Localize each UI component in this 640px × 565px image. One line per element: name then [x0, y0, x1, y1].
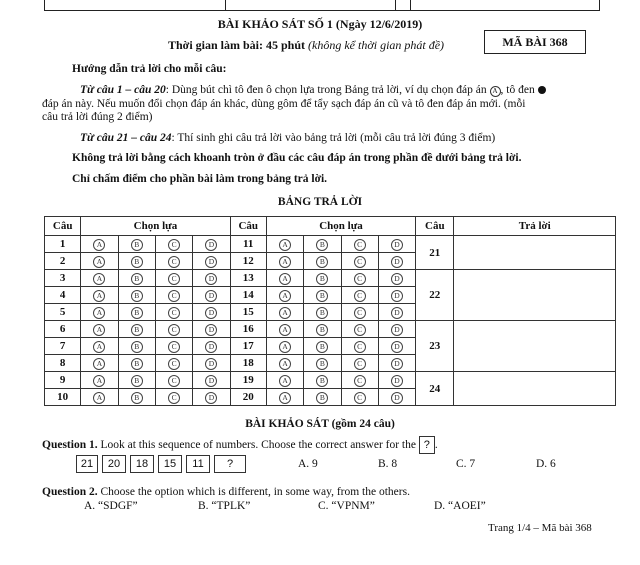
q6-option-c-bubble[interactable]: C	[168, 324, 180, 336]
q19-option-c-bubble[interactable]: C	[354, 375, 366, 387]
q1-label: Question 1.	[42, 439, 98, 451]
answer-21-field[interactable]	[454, 236, 616, 270]
option-cell[interactable]	[341, 236, 378, 253]
option-cell[interactable]	[81, 355, 118, 372]
question-number: 5	[45, 304, 81, 321]
option-cell[interactable]	[341, 304, 378, 321]
q13-option-c-bubble[interactable]: C	[354, 273, 366, 285]
option-cell[interactable]	[193, 253, 230, 270]
table-row	[45, 321, 616, 338]
option-cell[interactable]	[341, 321, 378, 338]
option-cell[interactable]	[193, 321, 230, 338]
option-cell[interactable]	[304, 304, 341, 321]
q19-option-d-bubble[interactable]: D	[391, 375, 403, 387]
instruction-p1-line2: đáp án này. Nếu muốn đổi chọn đáp án khác, dùng gôm để tẩy sạch đáp án cũ và tô đen đáp án mới. (mỗi	[42, 98, 526, 110]
q9-option-b-bubble[interactable]: B	[131, 375, 143, 387]
option-cell[interactable]	[155, 355, 192, 372]
option-cell[interactable]	[155, 287, 192, 304]
option-cell[interactable]	[378, 236, 415, 253]
option-cell[interactable]	[81, 304, 118, 321]
q1-option-d[interactable]: D. 6	[536, 458, 556, 470]
q18-option-a-bubble[interactable]: A	[279, 358, 291, 370]
option-cell[interactable]	[341, 338, 378, 355]
option-cell[interactable]	[81, 270, 118, 287]
q1-end: .	[434, 439, 438, 451]
q2-option-c-bubble[interactable]: C	[168, 256, 180, 268]
option-cell[interactable]	[304, 338, 341, 355]
option-cell[interactable]	[155, 321, 192, 338]
q9-option-a-bubble[interactable]: A	[93, 375, 105, 387]
option-cell[interactable]	[118, 236, 155, 253]
q15-option-b-bubble[interactable]: B	[316, 307, 328, 319]
option-cell[interactable]	[304, 389, 341, 406]
option-cell[interactable]	[341, 355, 378, 372]
sequence-number-box: 20	[102, 455, 126, 473]
option-cell[interactable]	[118, 304, 155, 321]
q6-option-a-bubble[interactable]: A	[93, 324, 105, 336]
question-2	[42, 486, 410, 498]
q16-option-d-bubble[interactable]: D	[391, 324, 403, 336]
q6-option-b-bubble[interactable]: B	[131, 324, 143, 336]
option-cell[interactable]	[341, 253, 378, 270]
q13-option-a-bubble[interactable]: A	[279, 273, 291, 285]
option-cell[interactable]	[266, 389, 303, 406]
q2-text: Choose the option which is different, in some way, from the others.	[100, 486, 410, 498]
option-cell[interactable]	[118, 287, 155, 304]
question-number: 3	[45, 270, 81, 287]
q20-option-b-bubble[interactable]: B	[316, 392, 328, 404]
question-number: 14	[230, 287, 266, 304]
sequence-number-box: 15	[158, 455, 182, 473]
example-bubble: A	[490, 86, 501, 97]
option-cell[interactable]	[81, 321, 118, 338]
option-cell[interactable]	[304, 270, 341, 287]
question-1	[42, 436, 438, 454]
p1-lead: Từ câu 1 – câu 20	[80, 84, 166, 96]
q7-option-b-bubble[interactable]: B	[131, 341, 143, 353]
exam-code-box: MÃ BÀI 368	[484, 30, 586, 54]
question-number: 1	[45, 236, 81, 253]
exam-title: BÀI KHẢO SÁT SỐ 1 (Ngày 12/6/2019)	[217, 17, 423, 31]
q15-option-d-bubble[interactable]: D	[391, 307, 403, 319]
question-number: 7	[45, 338, 81, 355]
q12-option-b-bubble[interactable]: B	[316, 256, 328, 268]
option-cell[interactable]	[266, 236, 303, 253]
option-cell[interactable]	[193, 304, 230, 321]
q11-option-c-bubble[interactable]: C	[354, 239, 366, 251]
time-label: Thời gian làm bài: 45 phút	[168, 38, 306, 52]
q2-option-b-bubble[interactable]: B	[131, 256, 143, 268]
question-number: 23	[416, 321, 454, 372]
q17-option-d-bubble[interactable]: D	[391, 341, 403, 353]
q8-option-c-bubble[interactable]: C	[168, 358, 180, 370]
option-cell[interactable]	[193, 389, 230, 406]
q13-option-d-bubble[interactable]: D	[391, 273, 403, 285]
q14-option-c-bubble[interactable]: C	[354, 290, 366, 302]
answer-23-field[interactable]	[454, 321, 616, 372]
q5-option-d-bubble[interactable]: D	[205, 307, 217, 319]
question-number: 8	[45, 355, 81, 372]
option-cell[interactable]	[81, 236, 118, 253]
question-number: 17	[230, 338, 266, 355]
option-cell[interactable]	[341, 270, 378, 287]
option-cell[interactable]	[193, 338, 230, 355]
q1-option-b[interactable]: B. 8	[378, 458, 398, 470]
option-cell[interactable]	[118, 253, 155, 270]
q8-option-d-bubble[interactable]: D	[205, 358, 217, 370]
q5-option-a-bubble[interactable]: A	[93, 307, 105, 319]
sequence-number-box: 18	[130, 455, 154, 473]
q6-option-d-bubble[interactable]: D	[205, 324, 217, 336]
top-frame	[44, 0, 600, 11]
option-cell[interactable]	[378, 253, 415, 270]
option-cell[interactable]	[266, 338, 303, 355]
q17-option-b-bubble[interactable]: B	[316, 341, 328, 353]
option-cell[interactable]	[155, 304, 192, 321]
q19-option-a-bubble[interactable]: A	[279, 375, 291, 387]
q7-option-c-bubble[interactable]: C	[168, 341, 180, 353]
option-cell[interactable]	[341, 372, 378, 389]
instruction-p1-line1	[80, 83, 546, 97]
option-cell[interactable]	[155, 236, 192, 253]
q8-option-a-bubble[interactable]: A	[93, 358, 105, 370]
q16-option-a-bubble[interactable]: A	[279, 324, 291, 336]
q16-option-b-bubble[interactable]: B	[316, 324, 328, 336]
option-cell[interactable]	[155, 338, 192, 355]
header-question-mid: Câu	[230, 217, 266, 236]
q15-option-a-bubble[interactable]: A	[279, 307, 291, 319]
q2-option-d-bubble[interactable]: D	[205, 256, 217, 268]
question-number: 20	[230, 389, 266, 406]
question-number: 13	[230, 270, 266, 287]
option-cell[interactable]	[81, 287, 118, 304]
q10-option-b-bubble[interactable]: B	[131, 392, 143, 404]
answer-table	[44, 216, 616, 406]
q5-option-c-bubble[interactable]: C	[168, 307, 180, 319]
sequence-number-box: 21	[76, 455, 98, 473]
instruction-p2	[80, 131, 495, 145]
q4-option-d-bubble[interactable]: D	[205, 290, 217, 302]
q14-option-d-bubble[interactable]: D	[391, 290, 403, 302]
sequence-missing-box: ?	[214, 455, 246, 473]
survey-title: BÀI KHẢO SÁT (gồm 24 câu)	[245, 418, 395, 430]
option-cell[interactable]	[378, 287, 415, 304]
option-cell[interactable]	[155, 270, 192, 287]
p1-end: , tô đen	[500, 84, 535, 96]
option-cell[interactable]	[118, 389, 155, 406]
q20-option-d-bubble[interactable]: D	[391, 392, 403, 404]
time-note: (không kể thời gian phát đề)	[308, 38, 445, 52]
option-cell[interactable]	[81, 372, 118, 389]
option-cell[interactable]	[266, 321, 303, 338]
option-cell[interactable]	[378, 338, 415, 355]
q1-option-d-bubble[interactable]: D	[205, 239, 217, 251]
question-number: 4	[45, 287, 81, 304]
q18-option-c-bubble[interactable]: C	[354, 358, 366, 370]
q2-option-a[interactable]: A. “SDGF”	[84, 500, 138, 512]
q5-option-b-bubble[interactable]: B	[131, 307, 143, 319]
header-answer: Trả lời	[454, 217, 616, 236]
header-choice-mid: Chọn lựa	[266, 217, 415, 236]
note-no-circle: Không trả lời bằng cách khoanh tròn ở đầu các câu đáp án trong phần đề dưới bảng trả lời.	[72, 152, 522, 164]
option-cell[interactable]	[118, 321, 155, 338]
table-row	[45, 236, 616, 253]
q1-option-c[interactable]: C. 7	[456, 458, 476, 470]
option-cell[interactable]	[155, 253, 192, 270]
question-number: 2	[45, 253, 81, 270]
q2-option-a-bubble[interactable]: A	[93, 256, 105, 268]
option-cell[interactable]	[266, 304, 303, 321]
header-question-left: Câu	[45, 217, 81, 236]
q18-option-b-bubble[interactable]: B	[316, 358, 328, 370]
q9-option-d-bubble[interactable]: D	[205, 375, 217, 387]
q4-option-c-bubble[interactable]: C	[168, 290, 180, 302]
option-cell[interactable]	[193, 236, 230, 253]
q14-option-a-bubble[interactable]: A	[279, 290, 291, 302]
q1-sequence	[76, 455, 250, 473]
option-cell[interactable]	[378, 372, 415, 389]
instructions-heading: Hướng dẫn trả lời cho mỗi câu:	[72, 63, 227, 75]
table-row	[45, 372, 616, 389]
q7-option-d-bubble[interactable]: D	[205, 341, 217, 353]
page-footer: Trang 1/4 – Mã bài 368	[488, 522, 592, 534]
q3-option-b-bubble[interactable]: B	[131, 273, 143, 285]
option-cell[interactable]	[266, 270, 303, 287]
q12-option-c-bubble[interactable]: C	[354, 256, 366, 268]
option-cell[interactable]	[193, 270, 230, 287]
option-cell[interactable]	[266, 253, 303, 270]
option-cell[interactable]	[266, 372, 303, 389]
header-question-right: Câu	[416, 217, 454, 236]
option-cell[interactable]	[118, 355, 155, 372]
question-number: 12	[230, 253, 266, 270]
question-number: 15	[230, 304, 266, 321]
question-number: 6	[45, 321, 81, 338]
p2-text: : Thí sinh ghi câu trả lời vào bảng trả lời (mỗi câu trả lời đúng 3 điểm)	[171, 132, 496, 144]
option-cell[interactable]	[304, 253, 341, 270]
question-number: 10	[45, 389, 81, 406]
question-number: 21	[416, 236, 454, 270]
question-number: 18	[230, 355, 266, 372]
q10-option-a-bubble[interactable]: A	[93, 392, 105, 404]
option-cell[interactable]	[193, 355, 230, 372]
option-cell[interactable]	[193, 372, 230, 389]
option-cell[interactable]	[155, 372, 192, 389]
q12-option-a-bubble[interactable]: A	[279, 256, 291, 268]
sequence-number-box: 11	[186, 455, 210, 473]
option-cell[interactable]	[193, 287, 230, 304]
option-cell[interactable]	[304, 355, 341, 372]
option-cell[interactable]	[266, 355, 303, 372]
q8-option-b-bubble[interactable]: B	[131, 358, 143, 370]
p1-text: : Dùng bút chì tô đen ô chọn lựa trong Bảng trả lời, ví dụ chọn đáp án	[165, 84, 487, 96]
answer-22-field[interactable]	[454, 270, 616, 321]
option-cell[interactable]	[118, 372, 155, 389]
option-cell[interactable]	[81, 389, 118, 406]
option-cell[interactable]	[304, 321, 341, 338]
table-row	[45, 270, 616, 287]
option-cell[interactable]	[378, 355, 415, 372]
q18-option-d-bubble[interactable]: D	[391, 358, 403, 370]
q2-label: Question 2.	[42, 486, 98, 498]
question-number: 9	[45, 372, 81, 389]
q1-mark: ?	[419, 436, 435, 454]
q12-option-d-bubble[interactable]: D	[391, 256, 403, 268]
option-cell[interactable]	[304, 372, 341, 389]
question-number: 11	[230, 236, 266, 253]
note-grading: Chỉ chấm điểm cho phần bài làm trong bảng trả lời.	[72, 173, 328, 185]
q3-option-a-bubble[interactable]: A	[93, 273, 105, 285]
instruction-p1-line3: câu trả lời đúng 2 điểm)	[42, 111, 153, 123]
option-cell[interactable]	[341, 287, 378, 304]
q17-option-c-bubble[interactable]: C	[354, 341, 366, 353]
option-cell[interactable]	[118, 338, 155, 355]
option-cell[interactable]	[155, 389, 192, 406]
q2-option-d[interactable]: D. “AOEI”	[434, 500, 486, 512]
q1-option-c-bubble[interactable]: C	[168, 239, 180, 251]
option-cell[interactable]	[378, 321, 415, 338]
q2-option-b[interactable]: B. “TPLK”	[198, 500, 251, 512]
q7-option-a-bubble[interactable]: A	[93, 341, 105, 353]
question-number: 24	[416, 372, 454, 406]
option-cell[interactable]	[378, 270, 415, 287]
q16-option-c-bubble[interactable]: C	[354, 324, 366, 336]
q20-option-a-bubble[interactable]: A	[279, 392, 291, 404]
q1-option-a-bubble[interactable]: A	[93, 239, 105, 251]
q4-option-b-bubble[interactable]: B	[131, 290, 143, 302]
option-cell[interactable]	[304, 236, 341, 253]
question-number: 19	[230, 372, 266, 389]
option-cell[interactable]	[378, 389, 415, 406]
option-cell[interactable]	[266, 287, 303, 304]
answer-sheet-title: BẢNG TRẢ LỜI	[277, 196, 363, 208]
q3-option-c-bubble[interactable]: C	[168, 273, 180, 285]
q3-option-d-bubble[interactable]: D	[205, 273, 217, 285]
q14-option-b-bubble[interactable]: B	[316, 290, 328, 302]
q2-option-c[interactable]: C. “VPNM”	[318, 500, 375, 512]
option-cell[interactable]	[81, 253, 118, 270]
option-cell[interactable]	[304, 287, 341, 304]
q10-option-c-bubble[interactable]: C	[168, 392, 180, 404]
question-number: 16	[230, 321, 266, 338]
q11-option-b-bubble[interactable]: B	[316, 239, 328, 251]
option-cell[interactable]	[118, 270, 155, 287]
q19-option-b-bubble[interactable]: B	[316, 375, 328, 387]
q20-option-c-bubble[interactable]: C	[354, 392, 366, 404]
header-choice-left: Chọn lựa	[81, 217, 230, 236]
q11-option-d-bubble[interactable]: D	[391, 239, 403, 251]
option-cell[interactable]	[341, 389, 378, 406]
q11-option-a-bubble[interactable]: A	[279, 239, 291, 251]
option-cell[interactable]	[81, 338, 118, 355]
answer-24-field[interactable]	[454, 372, 616, 406]
p2-lead: Từ câu 21 – câu 24	[80, 132, 172, 144]
option-cell[interactable]	[378, 304, 415, 321]
q9-option-c-bubble[interactable]: C	[168, 375, 180, 387]
q10-option-d-bubble[interactable]: D	[205, 392, 217, 404]
q13-option-b-bubble[interactable]: B	[316, 273, 328, 285]
q15-option-c-bubble[interactable]: C	[354, 307, 366, 319]
q1-text: Look at this sequence of numbers. Choose the correct answer for the	[100, 439, 416, 451]
q1-option-a[interactable]: A. 9	[298, 458, 318, 470]
question-number: 22	[416, 270, 454, 321]
q4-option-a-bubble[interactable]: A	[93, 290, 105, 302]
q17-option-a-bubble[interactable]: A	[279, 341, 291, 353]
filled-bubble-icon	[538, 86, 546, 94]
q1-option-b-bubble[interactable]: B	[131, 239, 143, 251]
time-info	[168, 38, 444, 53]
